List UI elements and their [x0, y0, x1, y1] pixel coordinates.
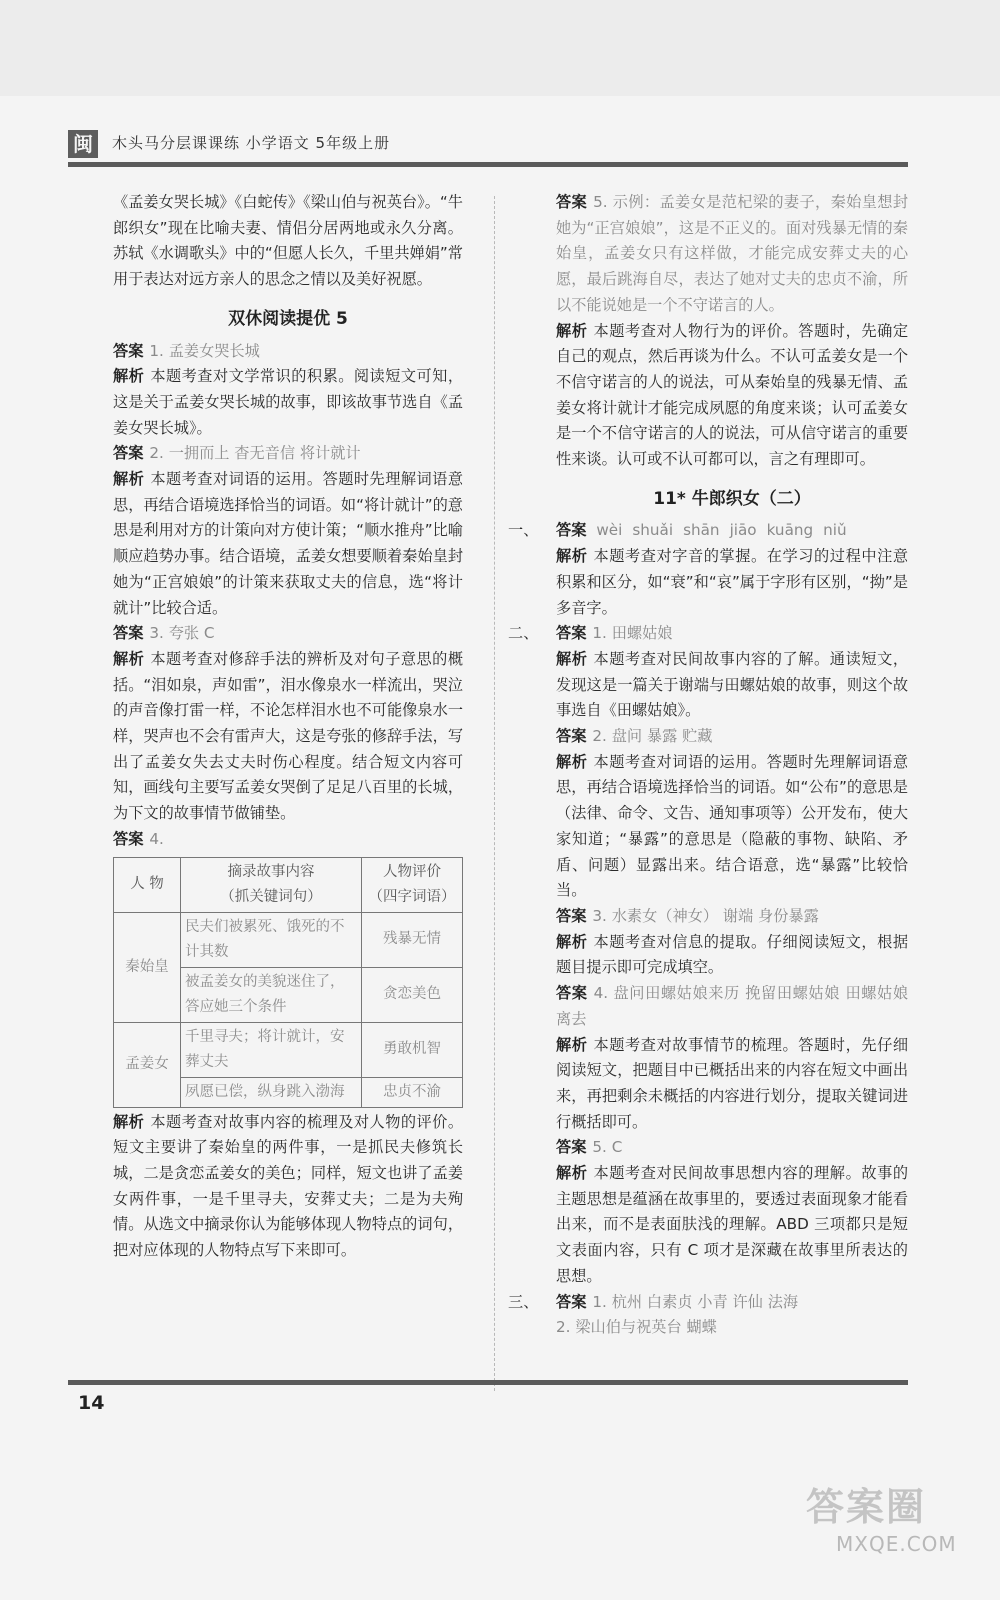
answer-label: 答案	[556, 1138, 587, 1157]
part-two-explanation-3	[556, 930, 908, 981]
explanation-text: 本题考查对信息的提取。仔细阅读短文，根据题目提示即可完成填空。	[556, 932, 909, 977]
explanation-label: 解析	[113, 1112, 145, 1131]
header-rule	[68, 162, 908, 167]
section-title-reading: 双休阅读提优 5	[228, 308, 348, 329]
right-column	[508, 190, 909, 1341]
explanation-text: 本题考查对文学常识的积累。阅读短文可知，这是关于孟姜女哭长城的故事，即该故事节选自《孟姜女哭长城》。	[113, 367, 464, 437]
page-number: 14	[78, 1392, 105, 1414]
part-two-explanation-2	[556, 750, 908, 904]
table-header-person: 人 物	[114, 857, 181, 912]
answer-text: 4. 盘问田螺姑娘来历 挽留田螺姑娘 田螺姑娘离去	[556, 984, 909, 1028]
answer-label: 答案	[556, 984, 588, 1003]
table-header-eval-line2: （四字词语）	[368, 888, 456, 905]
part-two-number: 二、	[508, 624, 539, 643]
answer-3	[113, 621, 463, 647]
explanation-text: 本题考查对民间故事思想内容的理解。故事的主题思想是蕴涵在故事里的，要透过表面现象才能看出来，而不是表面肤浅的理解。ABD 三项都只是短文表面内容，只有 C 项才是深藏在故事里所表达的思想。	[556, 1164, 909, 1285]
explanation-5	[556, 319, 908, 473]
table-eval-cell: 忠贞不渝	[362, 1077, 463, 1107]
part-one-answer	[556, 518, 908, 544]
answer-text: 2. 盘问 暴露 贮藏	[592, 727, 713, 746]
answer-text: 5. 示例：孟姜女是范杞梁的妻子，秦始皇想封她为“正宫娘娘”，这是不正义的。面对残暴无情的秦始皇，孟姜女只有这样做，才能完成安葬丈夫的心愿，最后跳海自尽，表达了她对丈夫的忠贞不渝，所以不能说她是一个不守诺言的人。	[556, 193, 909, 314]
pinyin-3: shān	[683, 521, 720, 540]
top-band	[0, 0, 1000, 96]
part-one-number: 一、	[508, 521, 539, 540]
part-two	[508, 621, 909, 1289]
table-content-cell: 民夫们被累死、饿死的不计其数	[181, 912, 362, 967]
header-logo: 闽	[68, 130, 98, 158]
answer-text: 4.	[149, 829, 164, 848]
pinyin-1: wèi	[596, 521, 623, 540]
answer-text: 1. 杭州 白素贞 小青 许仙 法海	[592, 1292, 799, 1311]
explanation-label: 解析	[556, 1164, 588, 1183]
answer-text: 2. 一拥而上 杳无音信 将计就计	[149, 444, 361, 463]
pinyin-2: shuǎi	[632, 521, 674, 540]
explanation-text: 本题考查对人物行为的评价。答题时，先确定自己的观点，然后再谈为什么。不认可孟姜女是一个不信守诺言的人的说法，可从秦始皇的残暴无情、孟姜女将计就计才能完成夙愿的角度来谈；认可孟姜女是一个不信守诺言的人的说法，可从信守诺言的重要性来谈。认可或不认可都可以，言之有理即可。	[556, 321, 909, 469]
explanation-label: 解析	[556, 752, 588, 771]
intro-paragraph: 《孟姜女哭长城》《白蛇传》《梁山伯与祝英台》。“牛郎织女”现在比喻夫妻、情侣分居两地或永久分离。苏轼《水调歌头》中的“但愿人长久，千里共婵娟”常用于表达对远方亲人的思念之情以及美好祝愿。	[113, 193, 463, 289]
answer-label: 答案	[556, 906, 587, 925]
explanation-2	[113, 467, 463, 621]
explanation-label: 解析	[556, 321, 588, 340]
answer-text: 5. C	[592, 1138, 623, 1157]
table-header-eval	[362, 857, 463, 912]
table-header-content-line1: 摘录故事内容	[227, 863, 315, 880]
part-two-answer-3	[556, 904, 908, 930]
character-table	[113, 857, 463, 1108]
page-header	[68, 128, 908, 166]
part-one	[508, 518, 909, 621]
explanation-text: 本题考查对词语的运用。答题时先理解词语意思，再结合语境选择恰当的词语。如“公布”的意思是（法律、命令、文告、通知事项等）公开发布，使大家知道；“暴露”的意思是（隐蔽的事物、缺陷、矛盾、问题）显露出来。结合语意，选“暴露”比较恰当。	[556, 752, 909, 900]
table-row	[114, 1022, 463, 1077]
answer-label: 答案	[113, 829, 144, 848]
part-two-answer-5	[556, 1135, 908, 1161]
part-three-answer-2: 2. 梁山伯与祝英台 蝴蝶	[556, 1318, 717, 1337]
explanation-label: 解析	[113, 470, 145, 489]
answer-text: 3. 水素女（神女） 谢端 身份暴露	[592, 906, 819, 925]
table-content-cell: 被孟姜女的美貌迷住了，答应她三个条件	[181, 967, 362, 1022]
explanation-text: 本题考查对修辞手法的辨析及对句子意思的概括。“泪如泉，声如雷”，泪水像泉水一样流出，哭泣的声音像打雷一样，不论怎样泪水也不可能像泉水一样，哭声也不会有雷声大，这是夸张的修辞手法，写出了孟姜女失去丈夫时伤心程度。结合短文内容可知，画线句主要写孟姜女哭倒了足足八百里的长城，为下文的故事情节做铺垫。	[113, 649, 464, 823]
explanation-label: 解析	[113, 367, 145, 386]
answer-label: 答案	[113, 624, 144, 643]
explanation-1	[113, 364, 463, 441]
section-title-lesson: 11* 牛郎织女（二）	[653, 488, 811, 509]
answer-text: 1. 田螺姑娘	[592, 624, 673, 643]
answer-2	[113, 441, 463, 467]
explanation-text: 本题考查对民间故事内容的了解。通读短文，发现这是一篇关于谢端与田螺姑娘的故事，则这个故事选自《田螺姑娘》。	[556, 649, 909, 720]
column-divider	[494, 196, 495, 1391]
table-content-cell: 千里寻夫；将计就计，安葬丈夫	[181, 1022, 362, 1077]
explanation-label: 解析	[556, 547, 588, 566]
watermark-url: MXQE.COM	[836, 1532, 957, 1556]
pinyin-4: jiāo	[729, 521, 757, 540]
part-one-explanation	[556, 544, 908, 621]
answer-label: 答案	[556, 624, 587, 643]
part-two-explanation-4	[556, 1033, 908, 1136]
answer-text: 1. 孟姜女哭长城	[149, 341, 260, 360]
table-row	[114, 912, 463, 967]
table-person-mengjiangnv: 孟姜女	[114, 1022, 181, 1107]
table-header-row	[114, 857, 463, 912]
header-title: 木头马分层课课练 小学语文 5年级上册	[112, 134, 391, 152]
pinyin-6: niǔ	[823, 521, 847, 540]
table-eval-cell: 残暴无情	[362, 912, 463, 967]
answer-label: 答案	[556, 1292, 587, 1311]
explanation-text: 本题考查对故事情节的梳理。答题时，先仔细阅读短文，把题目中已概括出来的内容在短文中画出来，再把剩余未概括的内容进行划分，提取关键词进行概括即可。	[556, 1035, 909, 1131]
explanation-3	[113, 647, 463, 827]
explanation-text: 本题考查对故事内容的梳理及对人物的评价。短文主要讲了秦始皇的两件事，一是抓民夫修筑长城，二是贪恋孟姜女的美色；同样，短文也讲了孟姜女两件事，一是千里寻夫，安葬丈夫；二是为夫殉情。从选文中摘录你认为能够体现人物特点的词句，把对应体现的人物特点写下来即可。	[113, 1112, 464, 1260]
answer-text: 3. 夸张 C	[149, 624, 215, 643]
part-two-answer-1	[556, 621, 908, 647]
answer-label: 答案	[556, 727, 587, 746]
table-person-qinshihuang: 秦始皇	[114, 912, 181, 1022]
answer-label: 答案	[556, 193, 588, 211]
table-header-content-line2: （抓关键词句）	[220, 888, 322, 905]
answer-label: 答案	[556, 521, 587, 540]
table-content-cell: 夙愿已偿，纵身跳入渤海	[181, 1077, 362, 1107]
part-three-answer-1	[556, 1290, 908, 1316]
part-three-number: 三、	[508, 1292, 539, 1311]
answer-4	[113, 827, 463, 853]
answer-5	[556, 190, 908, 319]
part-two-answer-4	[556, 981, 908, 1032]
pinyin-5: kuāng	[766, 521, 814, 540]
table-header-content	[181, 857, 362, 912]
part-two-answer-2	[556, 724, 908, 750]
left-column	[113, 190, 463, 1264]
table-eval-cell: 贪恋美色	[362, 967, 463, 1022]
part-three	[508, 1290, 908, 1341]
watermark-logo: 答案圈	[806, 1485, 927, 1529]
footer-rule	[68, 1380, 908, 1385]
answer-label: 答案	[113, 444, 144, 463]
part-two-explanation-1	[556, 647, 908, 724]
part-two-explanation-5	[556, 1161, 908, 1290]
explanation-label: 解析	[113, 649, 145, 668]
explanation-label: 解析	[556, 932, 588, 951]
table-header-eval-line1: 人物评价	[383, 863, 441, 880]
explanation-text: 本题考查对字音的掌握。在学习的过程中注意积累和区分，如“衰”和“哀”属于字形有区别，“拗”是多音字。	[556, 547, 909, 617]
answer-1	[113, 339, 463, 365]
explanation-text: 本题考查对词语的运用。答题时先理解词语意思，再结合语境选择恰当的词语。如“将计就计”的意思是利用对方的计策向对方使计策；“顺水推舟”比喻顺应趋势办事。结合语境，孟姜女想要顺着秦始皇封她为“正宫娘娘”的计策来获取丈夫的信息，选“将计就计”比较合适。	[113, 470, 464, 617]
explanation-label: 解析	[556, 1035, 588, 1054]
explanation-4	[113, 1110, 463, 1264]
answer-label: 答案	[113, 341, 144, 360]
table-eval-cell: 勇敢机智	[362, 1022, 463, 1077]
explanation-label: 解析	[556, 649, 588, 668]
